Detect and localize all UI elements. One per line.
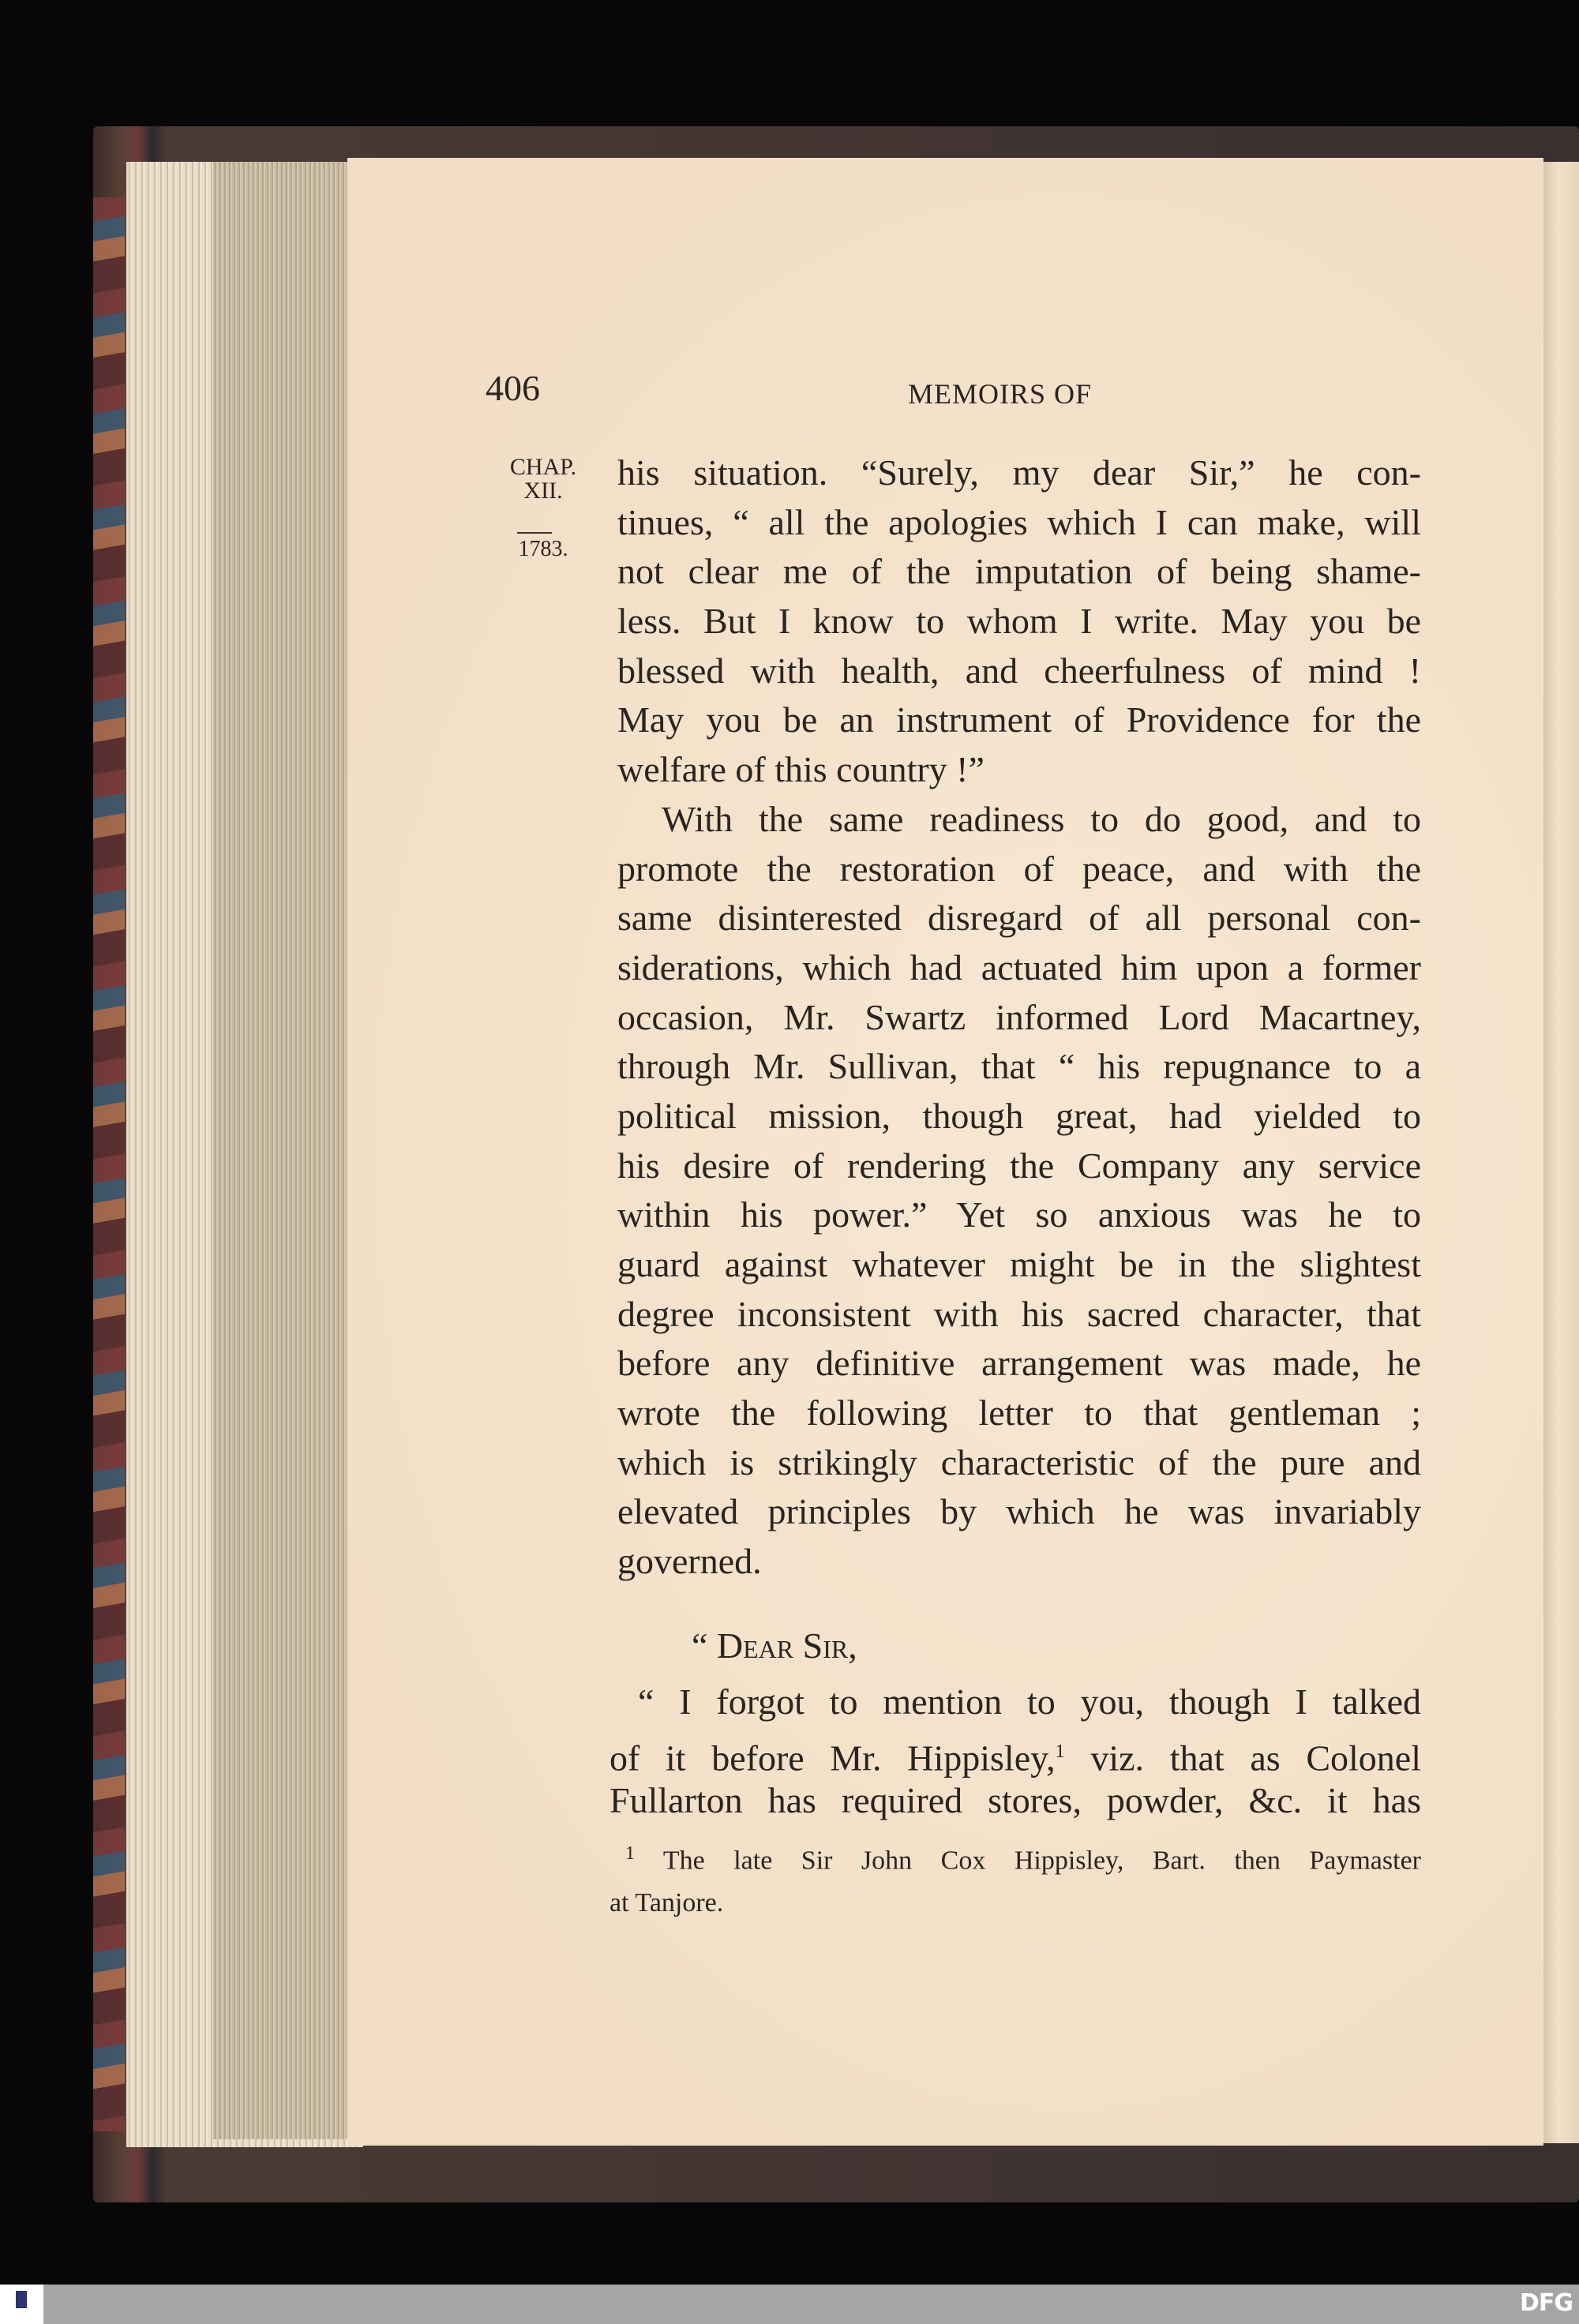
- text-line: which is strikingly characteristic of the pure and: [617, 1441, 1421, 1482]
- text-line: before any definitive arrangement was made, he: [617, 1343, 1421, 1384]
- text-line: blessed with health, and cheerfulness of mind !: [617, 650, 1421, 691]
- footer-bar: [0, 2285, 1579, 2324]
- logo-figure-icon: [16, 2291, 27, 2308]
- text-line: With the same readiness to do good, and to: [662, 798, 1421, 839]
- text-line: guard against whatever might be in the slightest: [617, 1244, 1421, 1284]
- text-line: political mission, though great, had yielded to: [617, 1095, 1421, 1136]
- text-line: same disinterested disregard of all personal con-: [617, 898, 1421, 939]
- footnote-marker: 1: [625, 1843, 635, 1864]
- text-line: occasion, Mr. Swartz informed Lord Macartney,: [617, 996, 1421, 1037]
- footnote: [609, 1833, 1421, 1932]
- institution-logo: [0, 2285, 43, 2324]
- facing-page-edge: [1543, 162, 1579, 2143]
- text-fragment: of it before Mr. Hippisley,: [609, 1737, 1056, 1779]
- text-line: tinues, “ all the apologies which I can make, will: [617, 501, 1421, 542]
- text-line: siderations, which had actuated him upon a former: [617, 946, 1421, 988]
- footnote-ref: 1: [1055, 1741, 1065, 1762]
- marbled-edge: [93, 197, 125, 2131]
- letter-salutation: “ Dear Sir,: [692, 1625, 857, 1666]
- text-line: not clear me of the imputation of being shame-: [617, 551, 1421, 592]
- text-line: degree inconsistent with his sacred character, that: [617, 1293, 1421, 1334]
- text-line: within his power.” Yet so anxious was he to: [617, 1194, 1421, 1235]
- text-line: less. But I know to whom I write. May you be: [617, 601, 1421, 642]
- sidenote-year: 1783.: [518, 537, 568, 561]
- body-text: [617, 448, 1421, 1587]
- page-number: 406: [486, 368, 540, 408]
- text-fragment: viz. that as Colonel: [1090, 1737, 1422, 1779]
- text-line: elevated principles by which he was invariably: [617, 1491, 1421, 1532]
- footnote-line: [609, 1833, 1421, 1883]
- text-line: May you be an instrument of Providence for the: [617, 699, 1421, 740]
- running-head: MEMOIRS OF: [908, 378, 1093, 410]
- text-line: “ I forgot to mention to you, though I talked: [638, 1681, 1421, 1722]
- sidenote-rule: [517, 532, 552, 534]
- text-line: Fullarton has required stores, powder, &c. it has: [609, 1780, 1421, 1821]
- sidenote-chap: CHAP.: [509, 454, 577, 480]
- text-line: [609, 1727, 1421, 1777]
- text-line: his desire of rendering the Company any service: [617, 1145, 1421, 1186]
- text-line: through Mr. Sullivan, that “ his repugnance to a: [617, 1046, 1421, 1087]
- text-line: welfare of this country !”: [617, 749, 985, 790]
- text-line: his situation. “Surely, my dear Sir,” he con-: [617, 452, 1421, 493]
- sidenote-chapter-number: XII.: [523, 478, 563, 504]
- dfg-logo: DFG: [1519, 2289, 1573, 2317]
- page-stack-inner: [213, 162, 355, 2139]
- text-line: promote the restoration of peace, and with the: [617, 848, 1421, 889]
- footnote-text: The late Sir John Cox Hippisley, Bart. then Paymaster: [662, 1846, 1421, 1876]
- footnote-line: at Tanjore.: [609, 1887, 724, 1917]
- text-line: governed.: [617, 1541, 762, 1582]
- text-line: wrote the following letter to that gentleman ;: [617, 1393, 1421, 1434]
- letter-text: [609, 1677, 1421, 1826]
